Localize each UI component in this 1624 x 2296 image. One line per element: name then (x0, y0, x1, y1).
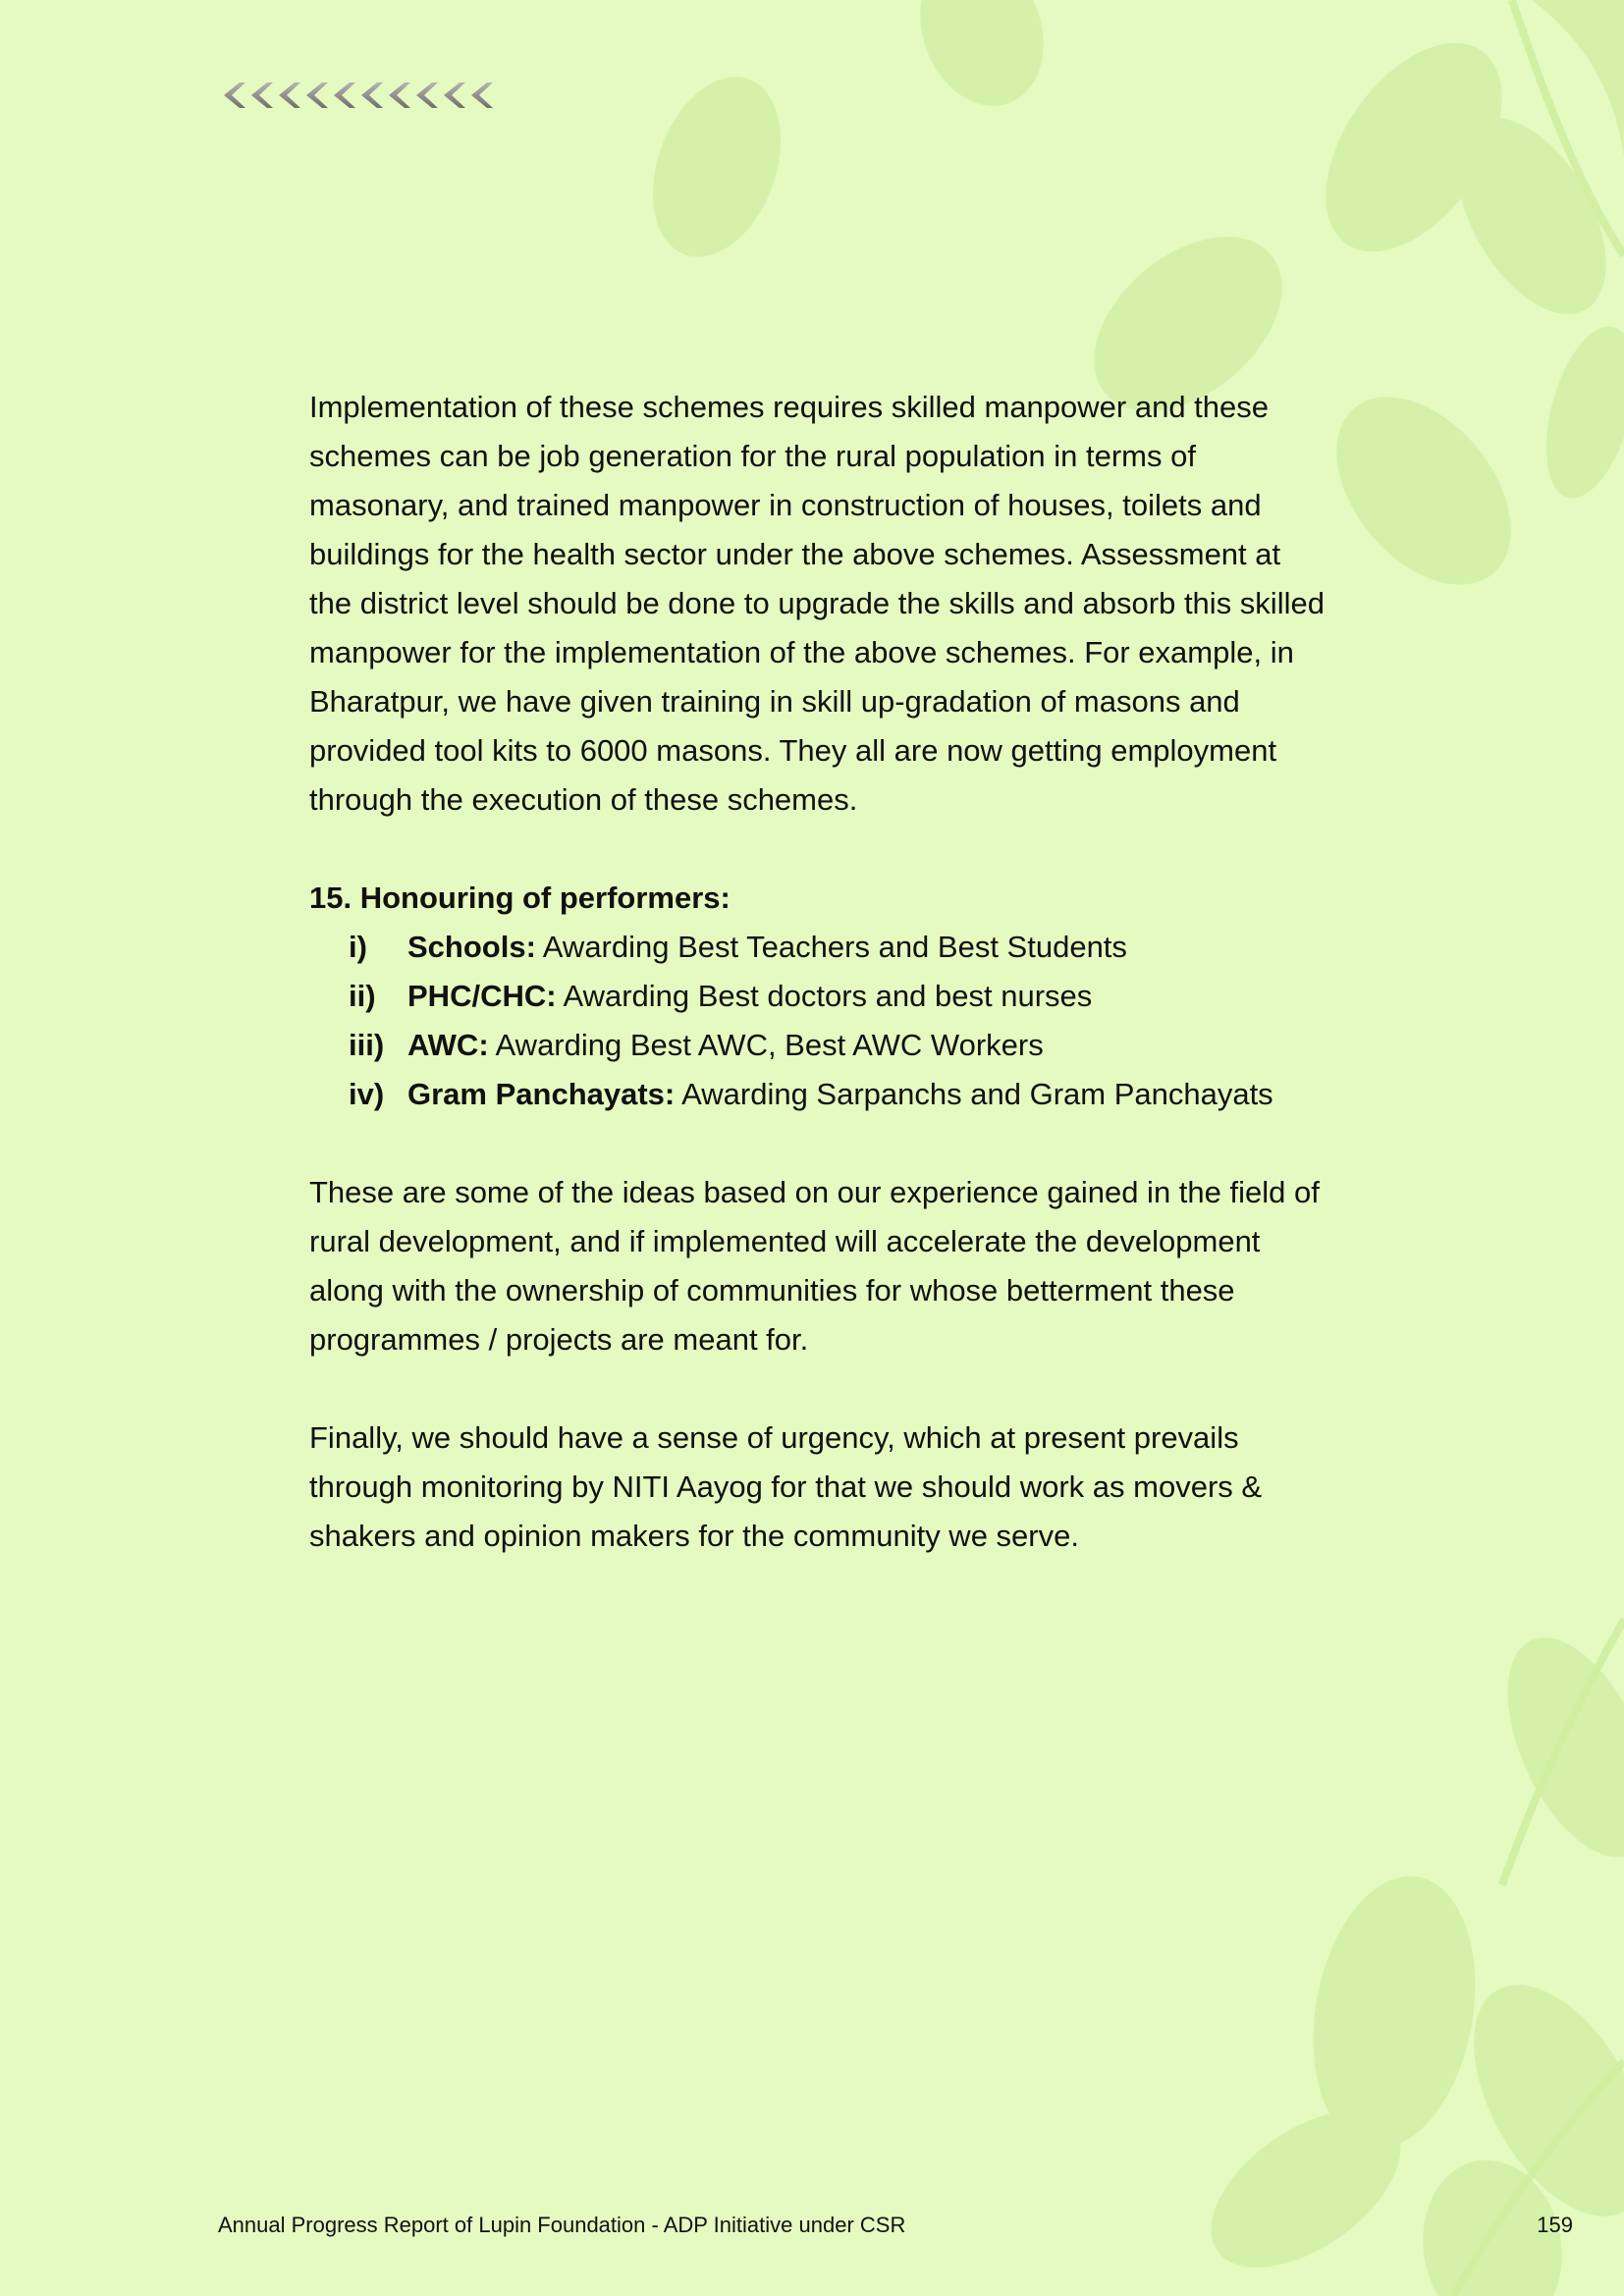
list-text: Awarding Sarpanchs and Gram Panchayats (675, 1077, 1273, 1111)
performers-list (309, 923, 1330, 1119)
footer-title: Annual Progress Report of Lupin Foundation - ADP Initiative under CSR (218, 2213, 906, 2237)
section-heading: 15. Honouring of performers: (309, 881, 731, 915)
list-text: Awarding Best doctors and best nurses (556, 979, 1093, 1013)
paragraph-final: Finally, we should have a sense of urgency, which at present prevails through monitoring by NITI Aayog for that we should work as movers & shakers and opinion makers for the community we serve. (309, 1420, 1263, 1553)
list-text: Awarding Best AWC, Best AWC Workers (488, 1028, 1044, 1062)
spacer (309, 825, 1330, 874)
list-marker: ii) (349, 979, 376, 1013)
paragraph-ideas: These are some of the ideas based on our experience gained in the field of rural development, and if implemented will accelerate the development along with the ownership of communities for whose betterment these programmes / projects are meant for. (309, 1175, 1320, 1357)
chevron-row (218, 77, 503, 114)
list-term: AWC: (407, 1028, 489, 1062)
list-term: Schools: (407, 930, 536, 964)
spacer (309, 1119, 1330, 1168)
list-marker: i) (349, 930, 367, 964)
list-marker: iv) (349, 1077, 385, 1111)
list-text: Awarding Best Teachers and Best Students (535, 930, 1127, 964)
list-term: PHC/CHC: (407, 979, 557, 1013)
list-item (309, 923, 1330, 972)
list-item (309, 1070, 1330, 1119)
list-term: Gram Panchayats: (407, 1077, 676, 1111)
list-item (309, 1021, 1330, 1070)
list-item (309, 972, 1330, 1021)
document-body (309, 383, 1330, 1561)
page-number: 159 (1537, 2213, 1573, 2237)
chevron-left-icon (224, 82, 493, 108)
list-marker: iii) (349, 1028, 385, 1062)
paragraph-implementation: Implementation of these schemes requires skilled manpower and these schemes can be job generation for the rural population in terms of masonary, and trained manpower in construction of houses, toilets and buildings for the health sector under the above schemes. Assessment at the district level should be done to upgrade the skills and absorb this skilled manpower for the implementation of the above schemes. For example, in Bharatpur, we have given training in skill up-gradation of masons and provided tool kits to 6000 masons. They all are now getting employment through the execution of these schemes. (309, 390, 1325, 817)
spacer (309, 1364, 1330, 1414)
